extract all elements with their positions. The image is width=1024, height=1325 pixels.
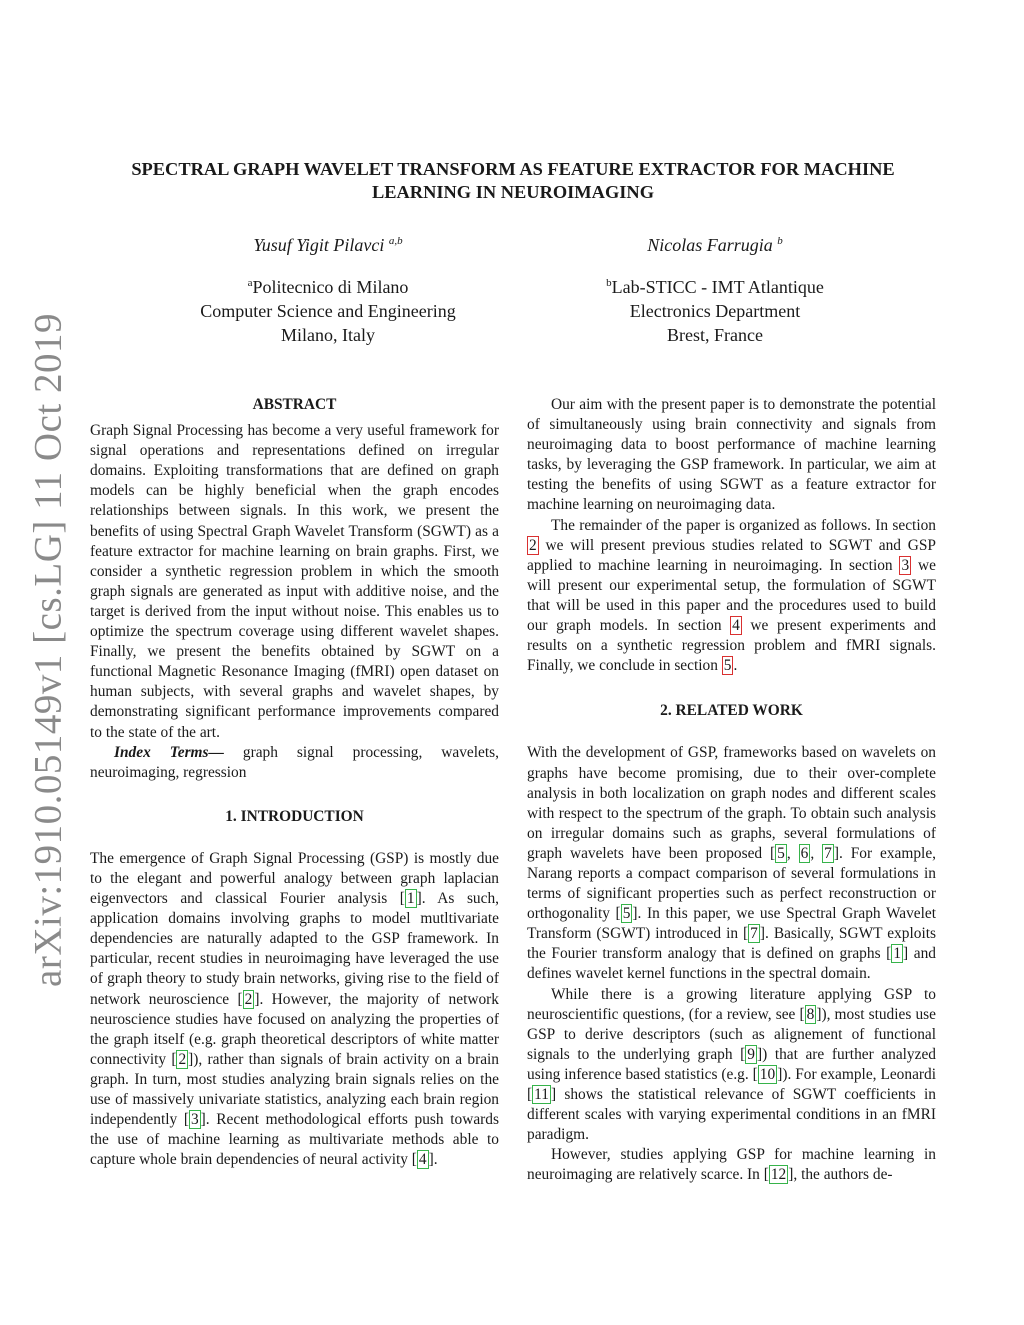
arxiv-identifier: arXiv:1910.05149v1 [cs.LG] 11 Oct 2019 xyxy=(26,313,70,987)
author-name: Nicolas Farrugia $^b$ xyxy=(647,235,783,255)
citation-link[interactable]: 2 xyxy=(244,990,253,1008)
related-work-paragraph-3: However, studies applying GSP for machine learning in neuroimaging are relatively scarce. In [ 12 ], the authors de- xyxy=(527,1146,936,1184)
citation-link[interactable]: 1 xyxy=(406,890,415,908)
affiliation-line: Brest, France xyxy=(667,325,763,345)
section-link[interactable]: 5 xyxy=(723,657,732,675)
citation-link[interactable]: 4 xyxy=(418,1151,427,1169)
affiliation-mark: a,b xyxy=(388,235,403,247)
citation-link[interactable]: 11 xyxy=(534,1086,549,1103)
affiliation-line: Milano, Italy xyxy=(281,325,375,345)
citation-link[interactable]: 2 xyxy=(178,1050,187,1068)
citation-link[interactable]: 7 xyxy=(824,844,832,862)
author-block-2 xyxy=(540,233,890,347)
section-link[interactable]: 4 xyxy=(732,617,740,635)
related-work-paragraph-1: With the development of GSP, frameworks based on wavelets on graphs have become promising, due to their over-complete analysis in both localization on graph nodes and different scales with respect to the spectrum of the graph. To obtain such analysis on irregular domains such as graphs, several formulations of graph wavelets have been proposed [ 5 , 6 , 7 ]. For example, Narang reports a compact comparison of several formulations in terms of significant properties such as perfect reconstruction or orthogonality [ 5 ]. In this paper, we use Spectral Graph Wavelet Transform (SGWT) introduced in [ 7 ]. Basically, SGWT exploits the Fourier transform analogy that is defined on graphs [ 1 ] and defines wavelet kernel functions in the spectral domain. xyxy=(527,744,937,983)
citation-link[interactable]: 6 xyxy=(800,844,809,862)
introduction-paragraph-2: Our aim with the present paper is to demonstrate the potential of simultaneously using brain connectivity and signals from neuroimaging data to boost performance of machine learning tasks, by leveraging the GSP framework. In particular, we aim at testing the benefits of using SGWT as a feature extractor for machine learning on neuroimaging data. xyxy=(527,396,936,514)
section-link[interactable]: 2 xyxy=(529,536,537,554)
citation-link[interactable]: 5 xyxy=(777,844,785,862)
citation-link[interactable]: 12 xyxy=(770,1166,787,1184)
section-link[interactable]: 3 xyxy=(901,556,910,574)
author-name: Yusuf Yigit Pilavci $^{a,b}$ xyxy=(253,235,403,255)
citation-link[interactable]: 5 xyxy=(622,905,631,923)
right-column xyxy=(527,395,936,1185)
related-work-paragraph-2: While there is a growing literature applying GSP to neuroscientific questions, (for a review, see [ 8 ]), most studies use GSP to derive descriptors (such as alignement of functional signals to the underlying graph [ 9 ]) that are further analyzed using inference based statistics (e.g. [ 10 ]). For example, Leonardi [ 11 ] shows the statistical relevance of SGWT coefficients in different scales with varying experimental conditions in an fMRI paradigm. xyxy=(527,985,936,1144)
introduction-heading: 1. INTRODUCTION xyxy=(225,807,364,825)
paper-title: SPECTRAL GRAPH WAVELET TRANSFORM AS FEATURE EXTRACTOR FOR MACHINE LEARNING IN NEUROIMAGING xyxy=(131,159,895,202)
affiliation-mark: b xyxy=(777,235,783,247)
related-work-heading: 2. RELATED WORK xyxy=(660,702,803,720)
citation-link[interactable]: 1 xyxy=(893,945,902,963)
introduction-paragraph-3: The remainder of the paper is organized as follows. In section 2 we will present previous studies related to SGWT and GSP applied to machine learning in neuroimaging. In section 3 we will present our experimental setup, the formulation of SGWT that will be used in this paper and the procedures used to build our graph models. In section 4 we present experiments and results on a synthetic regression problem and fMRI signals. Finally, we conclude in section 5 . xyxy=(527,516,937,675)
abstract-heading: ABSTRACT xyxy=(252,396,337,413)
affiliation-line: Computer Science and Engineering xyxy=(200,301,456,321)
index-terms-label: Index Terms— xyxy=(114,743,224,761)
citation-link[interactable]: 10 xyxy=(759,1065,776,1083)
affiliation-line: $^b$Lab-STICC - IMT Atlantique xyxy=(606,277,824,297)
introduction-paragraph-1: The emergence of Graph Signal Processing (GSP) is mostly due to the elegant and powerful analogy between graph laplacian eigenvectors and classical Fourier analysis [ 1 ]. As such, application domains involving graphs to model mutltivariate dependencies are naturally adapted to the GSP framework. In particular, recent studies in neuroimaging have leveraged the use of graph theory to study brain networks, giving rise to the field of network neuroscience [ 2 ]. However, the majority of network neuroscience studies have focused on analyzing the properties of the graph itself (e.g. graph theoretical descriptors of white matter connectivity [ 2 ]), rather than signals of brain activity on a brain graph. In turn, most studies analyzing brain signals relies on the use of massively univariate statistics, analyzing each brain region independently [ 3 ]. Recent methodological efforts push towards the use of machine learning as multivariate methods able to capture whole brain dependencies of neural activity [ 4 ]. xyxy=(90,849,500,1169)
citation-link[interactable]: 3 xyxy=(190,1111,199,1129)
index-terms: Index Terms— graph signal processing, wavelets, neuroimaging, regression xyxy=(90,743,499,781)
citation-link[interactable]: 9 xyxy=(747,1045,755,1063)
citation-link[interactable]: 7 xyxy=(750,925,758,943)
author-block-1 xyxy=(153,233,503,347)
citation-link[interactable]: 8 xyxy=(806,1005,815,1023)
affiliation-line: $^a$Politecnico di Milano xyxy=(247,277,409,297)
left-column xyxy=(90,395,499,1170)
affiliation-line: Electronics Department xyxy=(629,301,801,321)
abstract-text: Graph Signal Processing has become a very useful framework for signal operations and representations defined on irregular domains. Exploiting transformations that are defined on graph models can be highly beneficial when the graph encodes relationships between signals. In this work, we present the benefits of using Spectral Graph Wavelet Transform (SGWT) as a feature extractor for machine learning on brain graphs. First, we consider a synthetic regression problem in which the smooth graph signals are generated as input with additive noise, and the target is derived from the input without noise. This enables us to optimize the spectrum coverage using different wavelet shapes. Finally, we present the benefits obtained by SGWT on a functional Magnetic Resonance Imaging (fMRI) open dataset on human subjects, with several graphs and wavelet shapes, by demonstrating significant performance improvements compared to the state of the art. xyxy=(90,422,499,741)
